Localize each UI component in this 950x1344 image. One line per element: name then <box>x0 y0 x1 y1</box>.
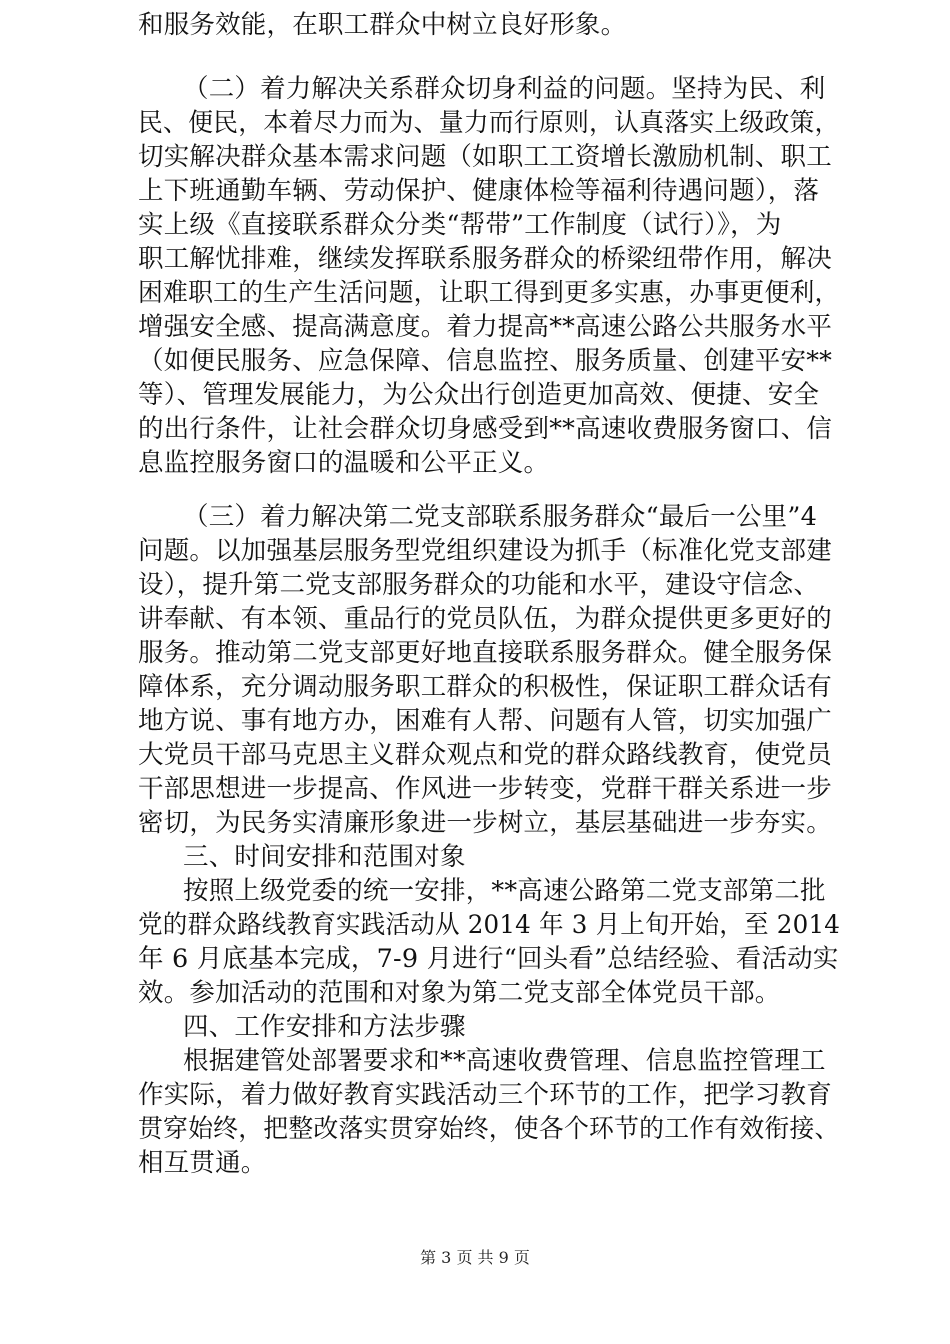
text-line: 上下班通勤车辆、劳动保护、健康体检等福利待遇问题），落 <box>138 176 820 206</box>
page-footer: 第 3 页 共 9 页 <box>420 1248 530 1267</box>
text-line: （三）着力解决第二党支部联系服务群众“最后一公里”4 <box>183 502 817 532</box>
text-line: 干部思想进一步提高、作风进一步转变，党群干群关系进一步 <box>138 774 832 804</box>
text-line: 地方说、事有地方办，困难有人帮、问题有人管，切实加强广 <box>138 706 832 736</box>
text-line: 根据建管处部署要求和**高速收费管理、信息监控管理工 <box>183 1046 826 1076</box>
text-line: 贯穿始终，把整改落实贯穿始终，使各个环节的工作有效衔接、 <box>138 1114 840 1144</box>
text-line: 作实际，着力做好教育实践活动三个环节的工作，把学习教育 <box>138 1080 832 1110</box>
text-line: （如便民服务、应急保障、信息监控、服务质量、创建平安** <box>138 346 833 376</box>
text-line: 讲奉献、有本领、重品行的党员队伍，为群众提供更多更好的 <box>138 604 832 634</box>
text-line: 按照上级党委的统一安排，**高速公路第二党支部第二批 <box>183 876 826 906</box>
text-line: 切实解决群众基本需求问题（如职工工资增长激励机制、职工 <box>138 142 832 172</box>
text-line: 年 6 月底基本完成，7-9 月进行“回头看”总结经验、看活动实 <box>138 944 839 974</box>
text-line: 设），提升第二党支部服务群众的功能和水平，建设守信念、 <box>138 570 820 600</box>
text-line: 和服务效能，在职工群众中树立良好形象。 <box>138 10 627 40</box>
text-line: 实上级《直接联系群众分类“帮带”工作制度（试行）》，为 <box>138 210 782 240</box>
text-line: 增强安全感、提高满意度。着力提高**高速公路公共服务水平 <box>138 312 833 342</box>
text-line: 服务。推动第二党支部更好地直接联系服务群众。健全服务保 <box>138 638 832 668</box>
text-line: 四、工作安排和方法步骤 <box>183 1012 466 1042</box>
text-line: 相互贯通。 <box>138 1148 267 1178</box>
text-line: 问题。以加强基层服务型党组织建设为抓手（标准化党支部建 <box>138 536 832 566</box>
text-line: 障体系，充分调动服务职工群众的积极性，保证职工群众话有 <box>138 672 832 702</box>
text-line: （二）着力解决关系群众切身利益的问题。坚持为民、利 <box>183 74 826 104</box>
text-line: 的出行条件，让社会群众切身感受到**高速收费服务窗口、信 <box>138 414 833 444</box>
text-line: 三、时间安排和范围对象 <box>183 842 466 872</box>
text-line: 困难职工的生产生活问题，让职工得到更多实惠，办事更便利， <box>138 278 840 308</box>
text-line: 息监控服务窗口的温暖和公平正义。 <box>138 448 550 478</box>
text-line: 党的群众路线教育实践活动从 2014 年 3 月上旬开始，至 2014 <box>138 910 841 940</box>
text-line: 大党员干部马克思主义群众观点和党的群众路线教育，使党员 <box>138 740 832 770</box>
text-line: 等）、管理发展能力，为公众出行创造更加高效、便捷、安全 <box>138 380 820 410</box>
text-line: 职工解忧排难，继续发挥联系服务群众的桥梁纽带作用，解决 <box>138 244 832 274</box>
text-line: 效。参加活动的范围和对象为第二党支部全体党员干部。 <box>138 978 781 1008</box>
text-line: 民、便民，本着尽力而为、量力而行原则，认真落实上级政策， <box>138 108 840 138</box>
text-line: 密切，为民务实清廉形象进一步树立，基层基础进一步夯实。 <box>138 808 832 838</box>
